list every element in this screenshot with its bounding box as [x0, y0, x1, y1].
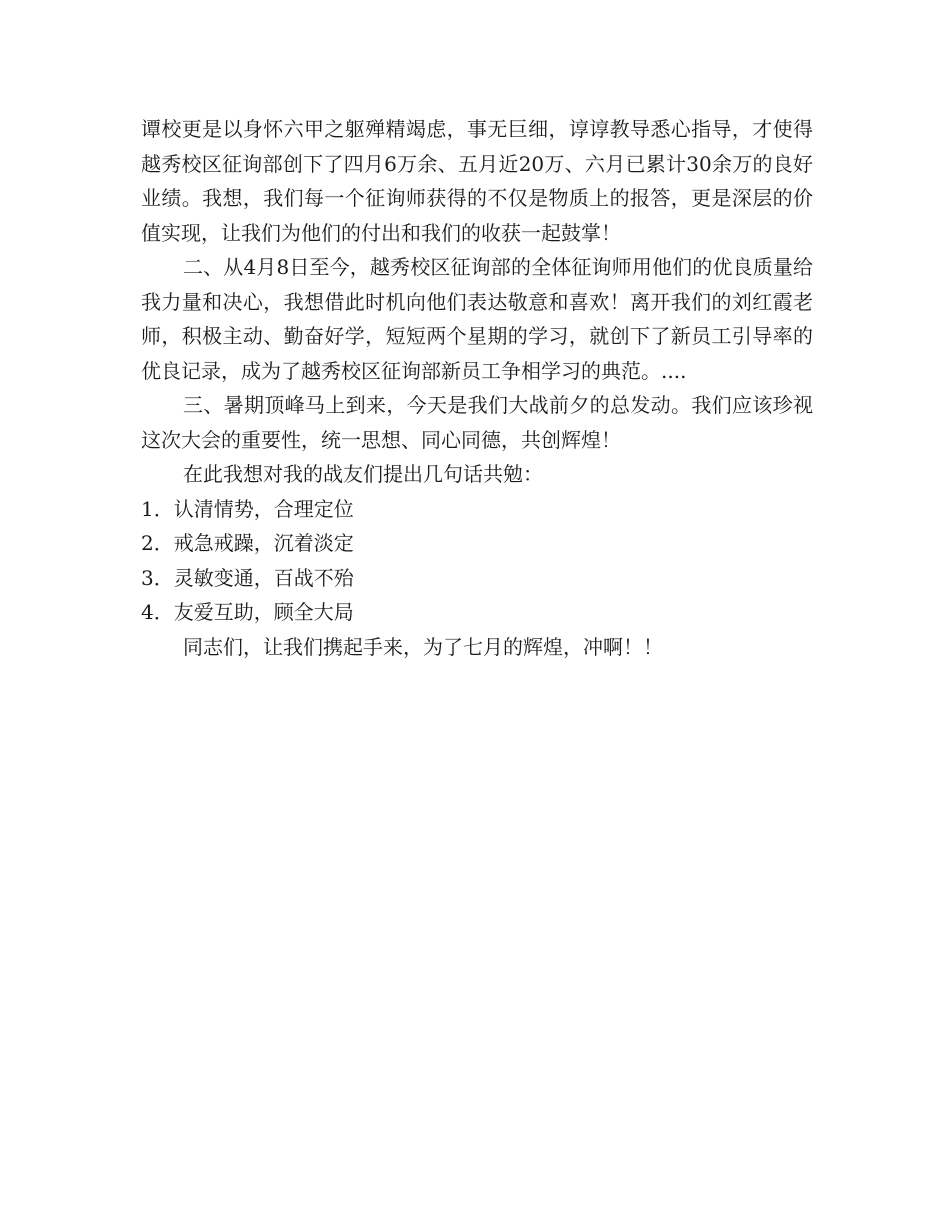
paragraph-section-two: 二、从4月8日至今，越秀校区征询部的全体征询师用他们的优良质量给我力量和决心，我想借此时机向他们表达敬意和喜欢！离开我们的刘红霞老师，积极主动、勤奋好学，短短两个星期的学习，就创下了新员工引导率的优良记录，成为了越秀校区征询部新员工争相学习的典范。....	[141, 255, 813, 383]
paragraph-intro-list: 在此我想对我的战友们提出几句话共勉：	[183, 462, 543, 486]
paragraph-closing: 同志们，让我们携起手来，为了七月的辉煌，冲啊！！	[183, 634, 663, 659]
list-item: 1．认清情势，合理定位	[141, 496, 354, 521]
paragraph-continuation: 谭校更是以身怀六甲之躯殚精竭虑，事无巨细，谆谆教导悉心指导，才使得越秀校区征询部创下了四月6万余、五月近20万、六月已累计30余万的良好业绩。我想，我们每一个征询师获得的不仅是物质上的报答，更是深层的价值实现，让我们为他们的付出和我们的收获一起鼓掌！	[141, 117, 813, 245]
list-item: 4．友爱互助，顾全大局	[141, 600, 354, 624]
list-item: 3．灵敏变通，百战不殆	[141, 565, 354, 590]
list-item: 2．戒急戒躁，沉着淡定	[141, 531, 354, 555]
paragraph-section-three: 三、暑期顶峰马上到来，今天是我们大战前夕的总发动。我们应该珍视这次大会的重要性，统一思想、同心同德，共创辉煌！	[141, 393, 813, 452]
document-body	[141, 112, 813, 664]
